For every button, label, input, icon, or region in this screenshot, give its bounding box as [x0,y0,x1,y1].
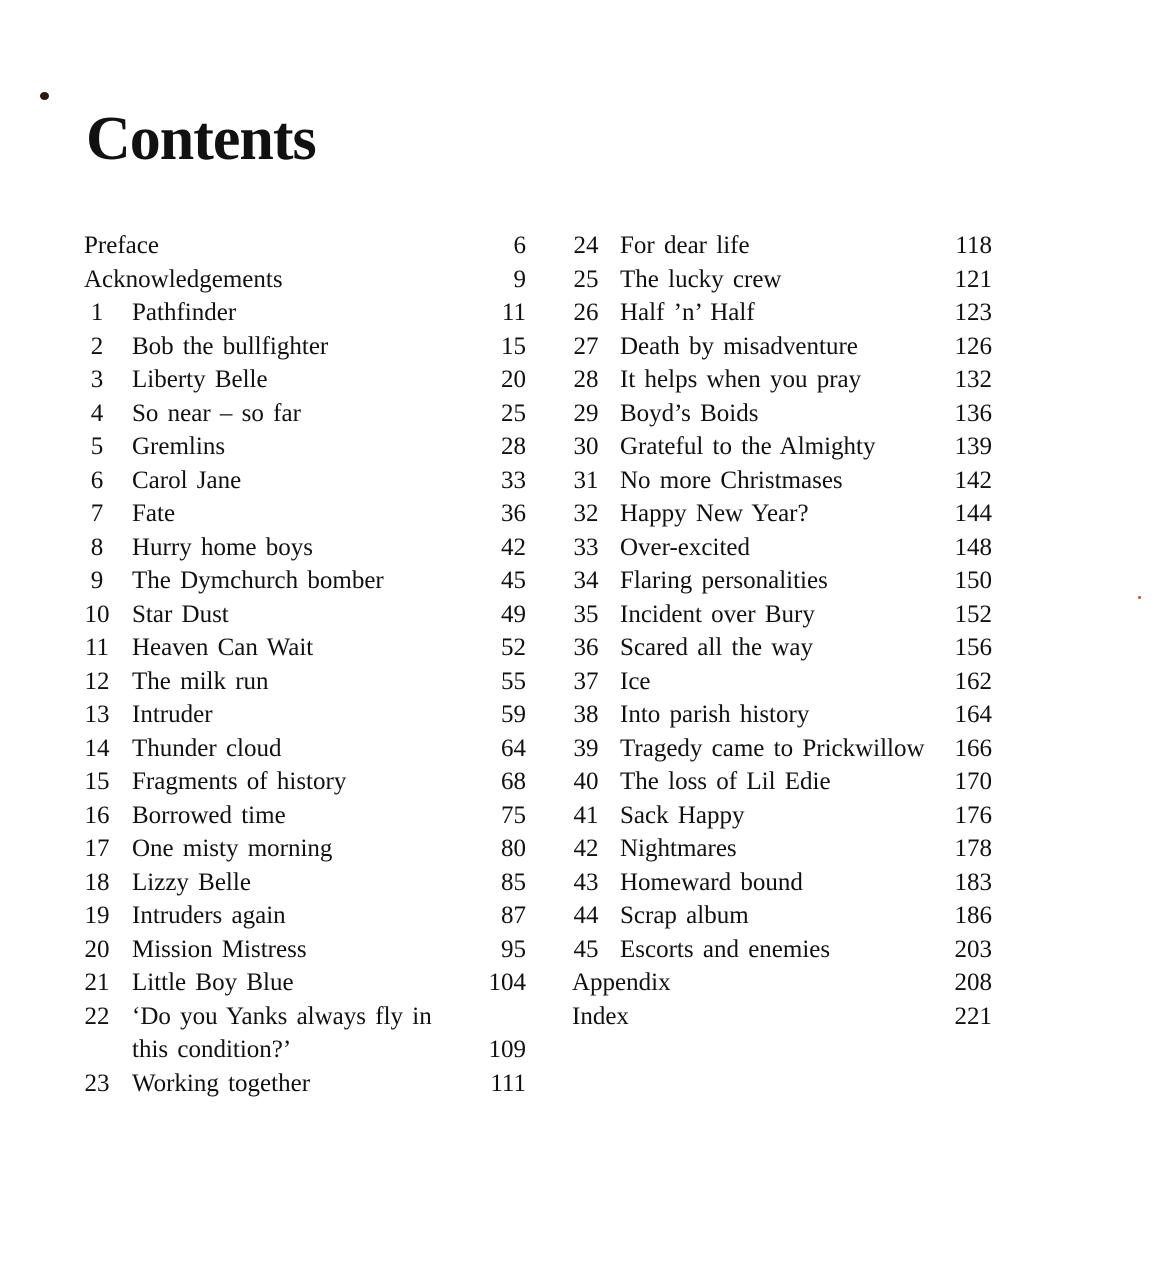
page-number: 52 [501,634,526,661]
page-number: 95 [501,935,526,963]
page-number: 176 [954,801,992,829]
toc-entry [572,698,992,732]
chapter-title: Flaring personalities [620,567,828,594]
chapter-number: 37 [573,667,599,695]
chapter-title: Intruders again [132,902,286,929]
chapter-title: Lizzy Belle [132,868,251,896]
chapter-title: Tragedy came to Prickwillow [620,734,925,762]
toc-entry [84,631,526,665]
toc-entry [84,397,526,431]
toc-entry [572,1000,992,1034]
page-number: 104 [488,969,526,996]
chapter-number: 4 [90,399,104,427]
page-number: 45 [501,567,526,594]
toc-entry [84,229,526,263]
chapter-number: 29 [573,399,599,427]
page-number: 111 [490,1069,526,1097]
chapter-number: 18 [84,868,110,896]
chapter-title: Fate [132,500,176,527]
chapter-title: So near – so far [132,399,301,427]
chapter-title: One misty morning [132,835,333,862]
toc-entry [84,1067,526,1101]
chapter-title: The loss of Lil Edie [620,768,831,795]
chapter-number: 11 [84,634,110,661]
toc-entry [572,330,992,364]
chapter-number: 12 [84,667,110,695]
toc-entry [572,497,992,531]
page-number: 203 [954,935,992,963]
chapter-number: 32 [573,500,599,527]
chapter-title: Preface [84,232,159,259]
toc-entry [84,698,526,732]
page-number: 55 [501,667,526,695]
toc-entry [572,665,992,699]
toc-entry [84,832,526,866]
toc-entry [84,296,526,330]
toc-entry [572,966,992,1000]
toc-entry [84,363,526,397]
toc-entry [84,665,526,699]
page-number: 132 [954,366,992,393]
chapter-title: Over-excited [620,533,750,561]
page-number: 85 [501,868,526,896]
page-number: 139 [954,433,992,460]
page-number: 59 [501,701,526,728]
chapter-title: Fragments of history [132,768,347,795]
chapter-title: Borrowed time [132,801,286,829]
chapter-number: 8 [90,533,104,561]
page-number: 148 [954,533,992,561]
chapter-number: 6 [90,466,104,494]
chapter-number: 20 [84,935,110,963]
toc-entry [84,464,526,498]
chapter-title: Little Boy Blue [132,969,294,996]
chapter-title: No more Christmases [620,466,843,494]
chapter-title: Grateful to the Almighty [620,433,876,460]
chapter-title: Happy New Year? [620,500,809,527]
chapter-number: 41 [573,801,599,829]
chapter-number: 1 [90,299,104,326]
page-number: 109 [488,1036,526,1063]
toc-entry [84,866,526,900]
chapter-number: 26 [573,299,599,326]
chapter-title: Half ’n’ Half [620,299,755,326]
chapter-title: Scared all the way [620,634,813,661]
page-number: 221 [954,1002,992,1030]
chapter-title: Gremlins [132,433,226,460]
chapter-number: 36 [573,634,599,661]
chapter-title: Thunder cloud [132,734,282,762]
toc-entry [572,598,992,632]
chapter-title: Sack Happy [620,801,745,829]
chapter-title: Liberty Belle [132,366,268,393]
page-number: 15 [501,332,526,360]
toc-entry [572,531,992,565]
chapter-number: 19 [84,902,110,929]
chapter-number: 3 [90,366,104,393]
toc-entry [84,531,526,565]
chapter-title: Working together [132,1069,311,1097]
toc-entry [572,899,992,933]
toc-entry [84,799,526,833]
page-number: 126 [954,332,992,360]
chapter-title: The milk run [132,667,269,695]
chapter-number: 44 [573,902,599,929]
toc-entry [84,966,526,1000]
toc-entry [84,497,526,531]
chapter-number: 21 [84,969,110,996]
chapter-title: Heaven Can Wait [132,634,314,661]
chapter-title: Homeward bound [620,868,803,896]
toc-entry [84,598,526,632]
toc-entry [84,263,526,297]
chapter-number: 5 [90,433,104,460]
chapter-title: Hurry home boys [132,533,313,561]
toc-entry [572,832,992,866]
page-number: 152 [954,600,992,628]
chapter-title: The lucky crew [620,265,782,293]
chapter-number: 13 [84,701,110,728]
chapter-number: 40 [573,768,599,795]
chapter-title: Escorts and enemies [620,935,831,963]
chapter-title: Boyd’s Boids [620,399,759,427]
page-number: 142 [954,466,992,494]
page-number: 183 [954,868,992,896]
ink-speck [1138,596,1141,599]
chapter-number: 2 [90,332,104,360]
toc-entry [572,564,992,598]
toc-entry [572,296,992,330]
chapter-number: 24 [573,232,599,259]
page-number: 186 [954,902,992,929]
toc-entry [84,430,526,464]
chapter-number: 10 [84,600,110,628]
toc-entry [572,933,992,967]
chapter-number: 22 [84,1002,110,1030]
chapter-title: ‘Do you Yanks always fly in this condition?’ [132,1002,432,1063]
toc-entry [572,799,992,833]
chapter-number: 33 [573,533,599,561]
chapter-number: 31 [573,466,599,494]
page-number: 11 [501,299,526,326]
chapter-number: 45 [573,935,599,963]
chapter-number: 42 [573,835,599,862]
page-number: 166 [954,734,992,762]
toc-entry [572,263,992,297]
toc-entry [84,1000,526,1067]
page-number: 20 [501,366,526,393]
page-number: 42 [501,533,526,561]
chapter-title: Pathfinder [132,299,237,326]
toc-entry [572,732,992,766]
page-number: 164 [954,701,992,728]
chapter-number: 35 [573,600,599,628]
page-number: 64 [501,734,526,762]
chapter-number: 23 [84,1069,110,1097]
chapter-number: 7 [90,500,104,527]
chapter-number: 34 [573,567,599,594]
chapter-title: Scrap album [620,902,749,929]
page-number: 178 [954,835,992,862]
toc-entry [572,430,992,464]
page-number: 28 [501,433,526,460]
chapter-number: 16 [84,801,110,829]
toc-entry [84,933,526,967]
toc-entry [572,866,992,900]
page-number: 144 [954,500,992,527]
page-number: 68 [501,768,526,795]
toc-entry [84,564,526,598]
page-number: 162 [954,667,992,695]
page-number: 156 [954,634,992,661]
chapter-title: Star Dust [132,600,229,628]
page-number: 9 [513,265,526,293]
page-number: 75 [501,801,526,829]
page-number: 6 [513,232,526,259]
toc-entry [84,330,526,364]
chapter-title: Mission Mistress [132,935,307,963]
chapter-number: 30 [573,433,599,460]
chapter-title: For dear life [620,232,750,259]
toc-entry [572,363,992,397]
chapter-title: Death by misadventure [620,332,858,360]
page-number: 25 [501,399,526,427]
chapter-number: 25 [573,265,599,293]
toc-entry [572,765,992,799]
toc-entry [84,899,526,933]
page-number: 170 [954,768,992,795]
chapter-title: Carol Jane [132,466,242,494]
chapter-title: The Dymchurch bomber [132,567,384,594]
toc-entry [84,765,526,799]
page-number: 123 [954,299,992,326]
page-number: 208 [954,969,992,996]
page-title: Contents [86,105,316,173]
page-number: 87 [501,902,526,929]
page-number: 80 [501,835,526,862]
contents-column-left [84,229,526,1100]
page-number: 36 [501,500,526,527]
page-number: 136 [954,399,992,427]
toc-entry [572,229,992,263]
chapter-number: 27 [573,332,599,360]
chapter-number: 17 [84,835,110,862]
chapter-title: Ice [620,667,651,695]
page-number: 118 [955,232,992,259]
chapter-number: 15 [84,768,110,795]
chapter-number: 38 [573,701,599,728]
chapter-title: Incident over Bury [620,600,815,628]
chapter-number: 39 [573,734,599,762]
toc-entry [84,732,526,766]
chapter-number: 28 [573,366,599,393]
page-number: 33 [501,466,526,494]
contents-column-right [572,229,992,1033]
chapter-number: 9 [90,567,104,594]
toc-entry [572,631,992,665]
page-number: 49 [501,600,526,628]
chapter-title: Index [572,1002,629,1030]
chapter-title: It helps when you pray [620,366,862,393]
chapter-number: 43 [573,868,599,896]
chapter-title: Into parish history [620,701,810,728]
toc-entry [572,397,992,431]
chapter-title: Nightmares [620,835,737,862]
chapter-number: 14 [84,734,110,762]
ink-speck [40,92,49,100]
toc-entry [572,464,992,498]
chapter-title: Acknowledgements [84,265,283,293]
page-number: 121 [954,265,992,293]
page-number: 150 [954,567,992,594]
chapter-title: Bob the bullfighter [132,332,329,360]
chapter-title: Appendix [572,969,671,996]
chapter-title: Intruder [132,701,213,728]
